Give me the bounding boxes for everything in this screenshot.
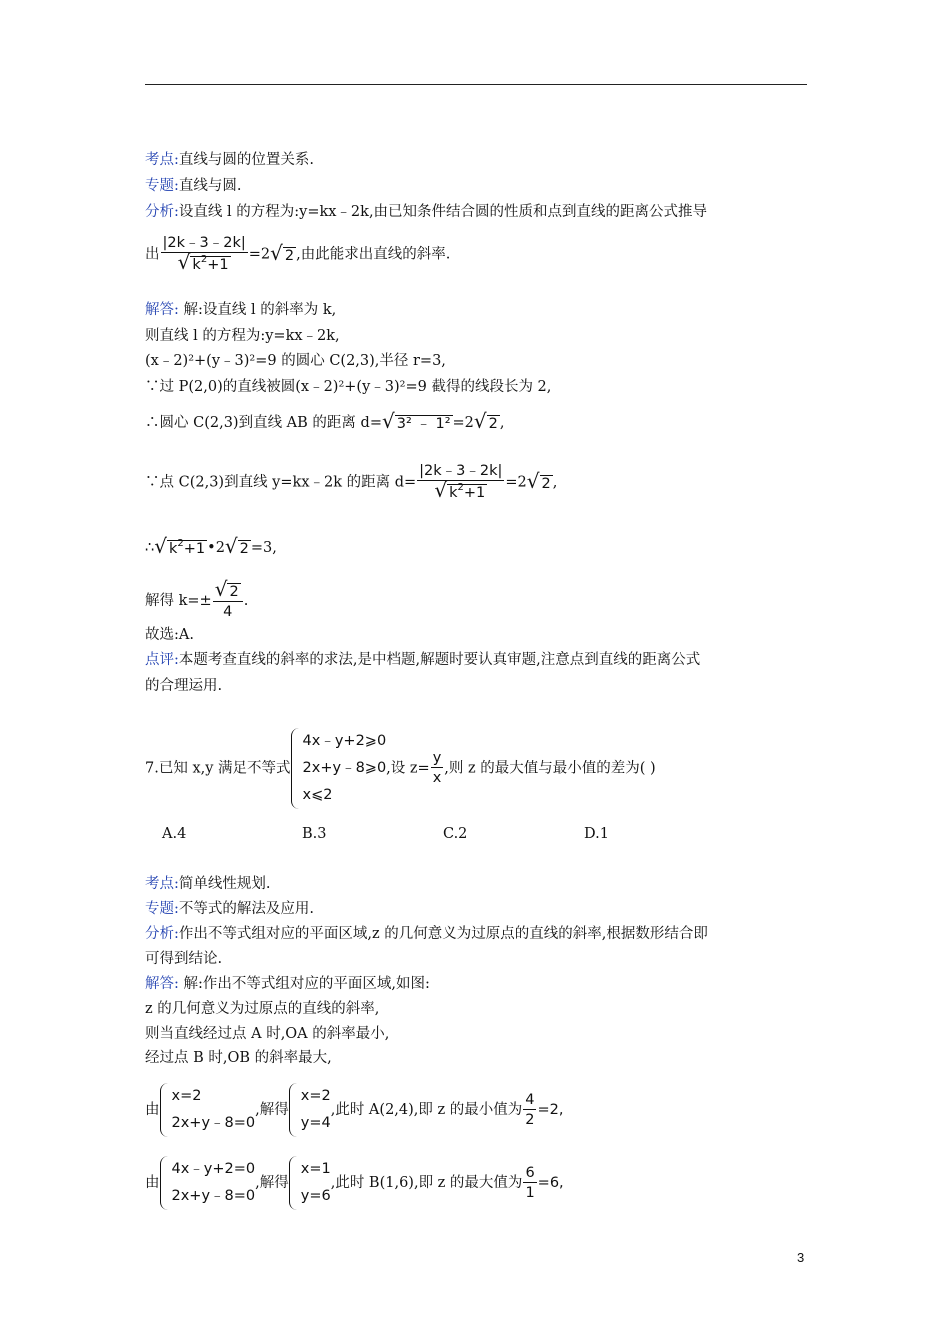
- s1-line3: (x﹣2)²+(y﹣3)²=9 的圆心 C(2,3),半径 r=3,: [145, 353, 446, 369]
- s1-guxuan: 故选:A.: [145, 627, 194, 643]
- s1-line7: ∴√ $k^2+1$ •2√ 2 =3,: [145, 534, 277, 558]
- s1-dianping-2: 的合理运用.: [145, 678, 223, 694]
- q7-option-c: C.2: [443, 826, 468, 842]
- q7-option-b: B.3: [302, 826, 327, 842]
- s2-jieda: 解答: 解:作出不等式组对应的平面区域,如图:: [145, 976, 430, 992]
- s2-line4: 经过点 B 时,OB 的斜率最大,: [145, 1050, 332, 1066]
- q7-system: 4x﹣y+2⩾0 2x+y﹣8⩾0 x⩽2: [291, 728, 387, 809]
- page-number: 3: [797, 1250, 805, 1265]
- s2-solve-b: 由 4x﹣y+2=0 2x+y﹣8=0 ,解得 x=1 y=6 ,此时 B(1,6),即 z 的最大值为 $\frac{6}{1}$ =6,: [145, 1156, 564, 1210]
- s1-line2: 则直线 l 的方程为:y=kx﹣2k,: [145, 328, 340, 344]
- s1-line8: 解得 k=± $\frac{√ 2}{4}$ .: [145, 577, 249, 620]
- s1-zhuanti: 专题:直线与圆.: [145, 178, 242, 194]
- q7-option-a: A.4: [162, 826, 187, 842]
- s2-kaodian: 考点:简单线性规划.: [145, 876, 271, 892]
- s2-fenxi-2: 可得到结论.: [145, 951, 223, 967]
- s2-line2: z 的几何意义为过原点的直线的斜率,: [145, 1001, 380, 1017]
- s1-jieda: 解答: 解:设直线 l 的斜率为 k,: [145, 302, 337, 318]
- s2-solve-a: 由 x=2 2x+y﹣8=0 ,解得 x=2 y=4 ,此时 A(2,4),即 z 的最小值为 $\frac{4}{2}$ =2,: [145, 1083, 563, 1137]
- q7-option-d: D.1: [584, 826, 609, 842]
- s1-line5: ∴圆心 C(2,3)到直线 AB 的距离 d=√ 3² ﹣ 1² =2√ 2 ,: [145, 409, 505, 433]
- s1-fenxi-formula: 出 $\frac{|2k﹣3﹣2k|}{√ k^2+1}$ =2√ 2 ,由此能求出直线的斜率.: [145, 235, 451, 274]
- s1-kaodian: 考点:直线与圆的位置关系.: [145, 152, 314, 168]
- s2-line3: 则当直线经过点 A 时,OA 的斜率最小,: [145, 1026, 390, 1042]
- s1-line6: ∵点 C(2,3)到直线 y=kx﹣2k 的距离 d= $\frac{|2k﹣3﹣2k|}{√ k^2+1}$ =2√ 2 ,: [145, 463, 558, 502]
- s1-line4: ∵过 P(2,0)的直线被圆(x﹣2)²+(y﹣3)²=9 截得的线段长为 2,: [145, 379, 552, 395]
- s1-dianping: 点评:本题考查直线的斜率的求法,是中档题,解题时要认真审题,注意点到直线的距离公式: [145, 652, 701, 668]
- s2-zhuanti: 专题:不等式的解法及应用.: [145, 901, 314, 917]
- q7-stem: 7.已知 x,y 满足不等式 4x﹣y+2⩾0 2x+y﹣8⩾0 x⩽2 ,设 z= $\frac{y}{x}$ ,则 z 的最大值与最小值的差为( ): [145, 728, 656, 809]
- s2-fenxi: 分析:作出不等式组对应的平面区域,z 的几何意义为过原点的直线的斜率,根据数形结合即: [145, 926, 708, 942]
- s1-fenxi: 分析:设直线 l 的方程为:y=kx﹣2k,由已知条件结合圆的性质和点到直线的距离公式推导: [145, 204, 708, 220]
- header-rule: [145, 84, 807, 85]
